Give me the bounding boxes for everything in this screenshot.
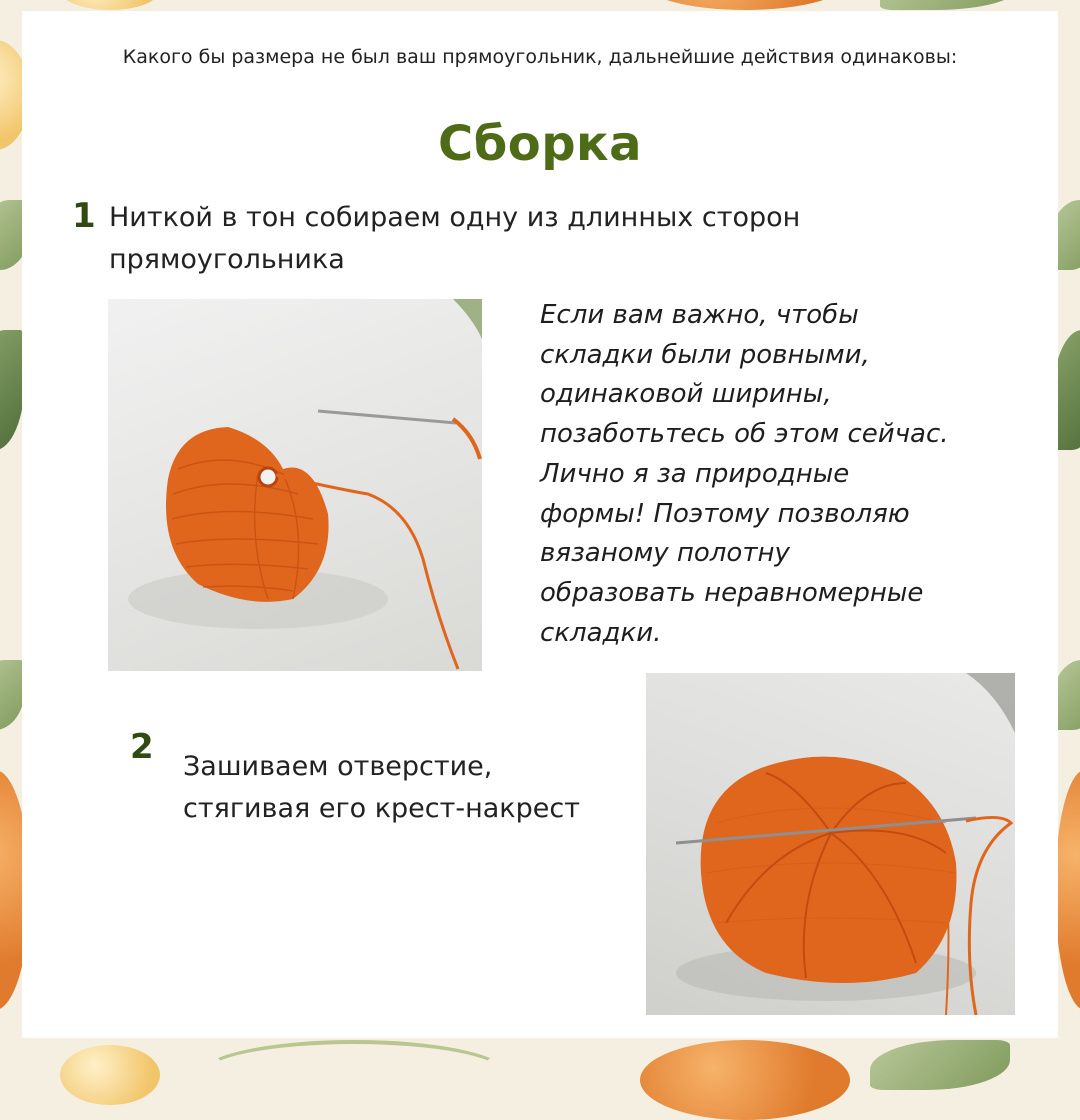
pumpkin-decoration (1055, 770, 1080, 1010)
tip-text: Если вам важно, чтобы складки были ровными, одинаковой ширины, позаботьтесь об этом сейчас. Лично я за природные формы! Поэтому позволяю вязаному полотну образовать неравномерные складки. (540, 300, 949, 648)
pumpkin-decoration (60, 1045, 160, 1105)
photo-gathered-knit (108, 299, 482, 671)
leaf-decoration (880, 0, 1020, 10)
step-1-number: 1 (72, 196, 96, 236)
instruction-card (22, 11, 1058, 1038)
step-2-text-line-2: стягивая его крест-накрест (183, 793, 580, 824)
vine-decoration (200, 1040, 508, 1108)
pumpkin-decoration (640, 0, 850, 10)
step-1-text: Ниткой в тон собираем одну из длинных сторон прямоугольника (109, 202, 801, 275)
page-title: Сборка (437, 116, 643, 172)
pumpkin-decoration (60, 0, 160, 10)
step-2-number: 2 (130, 727, 154, 767)
gathered-knit-illustration (108, 299, 482, 671)
step-2-text-line-1: Зашиваем отверстие, (183, 751, 493, 782)
pumpkin-decoration (640, 1040, 850, 1120)
photo-sewn-pumpkin (646, 673, 1015, 1015)
sewn-pumpkin-illustration (646, 673, 1015, 1015)
leaf-decoration (870, 1040, 1010, 1090)
intro-text: Какого бы размера не был ваш прямоугольник, дальнейшие действия одинаковы: (122, 46, 958, 68)
